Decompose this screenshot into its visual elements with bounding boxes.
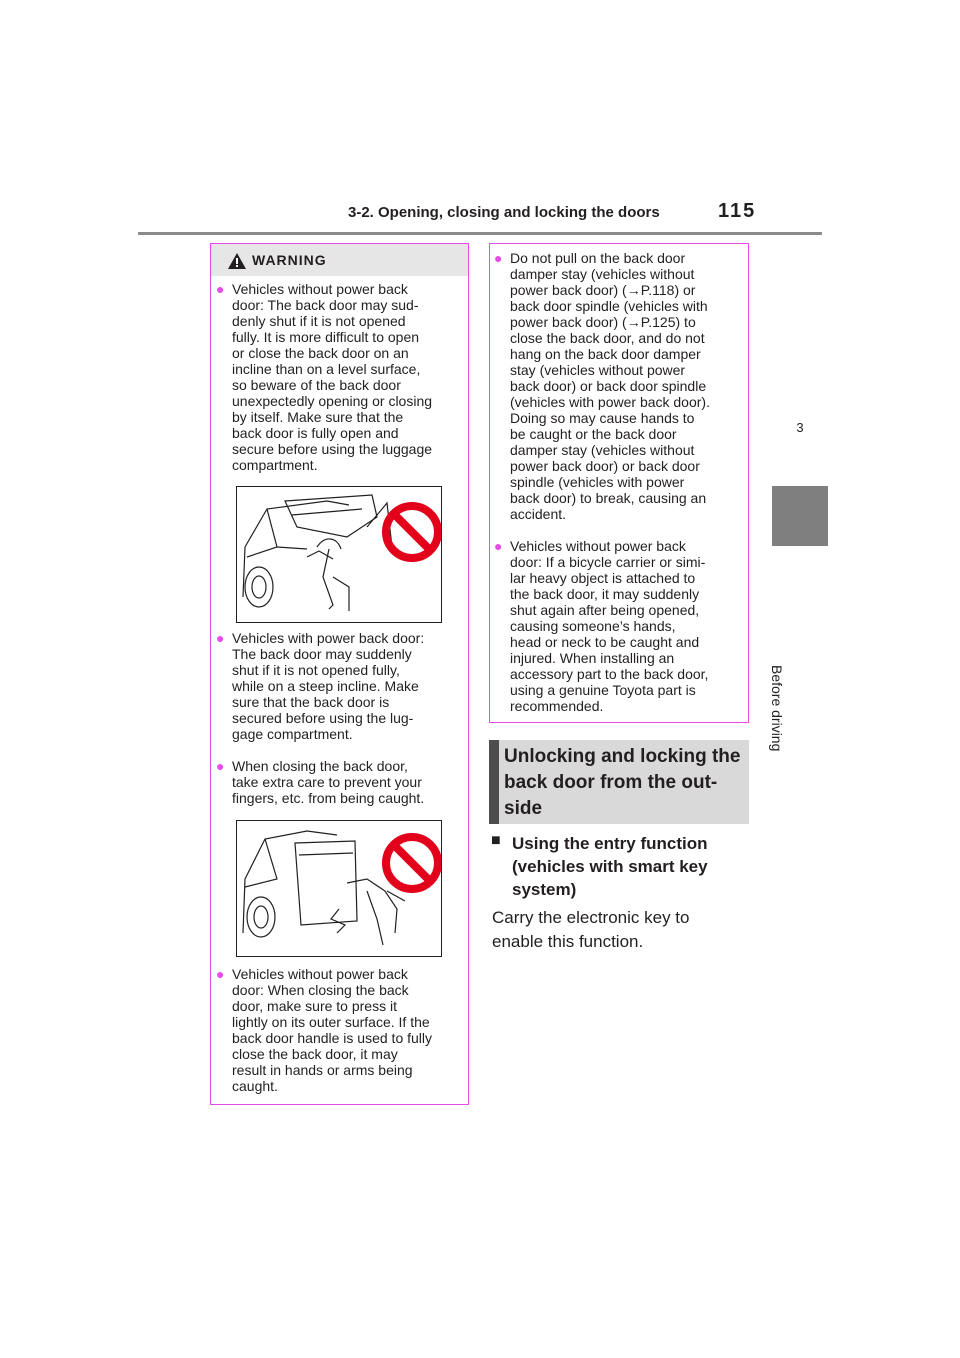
bullet-mark: ● <box>216 281 225 297</box>
subheading: Using the entry function (vehicles with smart key system) <box>512 834 708 899</box>
warning-title: WARNING <box>252 252 327 268</box>
warning-header <box>211 244 468 276</box>
section-header: 3-2. Opening, closing and locking the doors <box>348 204 660 221</box>
bullet-mark: ● <box>494 250 503 266</box>
warning-triangle-icon <box>227 252 247 270</box>
chapter-tab <box>772 486 828 546</box>
chapter-title: Before driving <box>769 665 785 752</box>
page-number: 115 <box>718 200 757 222</box>
back-door-illustration-2 <box>236 820 442 957</box>
section-heading: Unlocking and locking the back door from the out- side <box>504 746 741 819</box>
bullet-mark: ● <box>216 630 225 646</box>
subheading-mark: ■ <box>491 832 501 849</box>
header-rule <box>138 232 822 235</box>
bullet-mark: ● <box>216 966 225 982</box>
bullet-mark: ● <box>494 538 503 554</box>
back-door-illustration-1 <box>236 486 442 623</box>
section-heading-bar <box>489 740 499 824</box>
car-back-door-drawing <box>237 487 441 622</box>
bullet-mark: ● <box>216 758 225 774</box>
car-back-door-closing-drawing <box>237 821 441 956</box>
body-text: Carry the electronic key to enable this function. <box>492 908 690 951</box>
chapter-number: 3 <box>796 420 804 435</box>
